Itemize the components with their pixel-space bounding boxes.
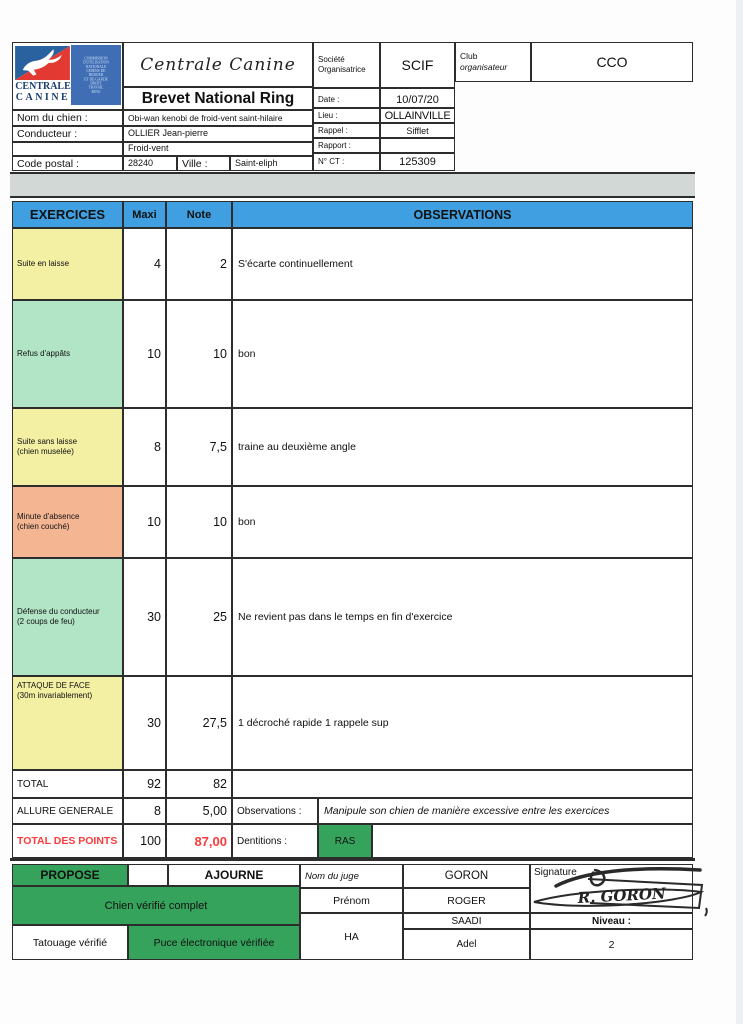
exercise-label: Suite sans laisse (chien muselée) <box>12 408 123 486</box>
svg-text:R. GORON: R. GORON <box>577 884 667 907</box>
observation-text: bon <box>232 486 693 558</box>
allure-note: 5,00 <box>166 798 232 824</box>
maxi-value: 30 <box>123 558 166 676</box>
note-value: 2 <box>166 228 232 300</box>
maxi-value: 10 <box>123 300 166 408</box>
ha-label: HA <box>300 913 403 960</box>
societe-label: Société Organisatrice <box>313 42 380 88</box>
ville-label: Ville : <box>177 156 230 171</box>
maxi-value: 10 <box>123 486 166 558</box>
propose-cell: PROPOSE <box>12 864 128 886</box>
maxi-value: 8 <box>123 408 166 486</box>
ajourne-cell: AJOURNE <box>168 864 300 886</box>
observation-text: traine au deuxième angle <box>232 408 693 486</box>
tatouage-cell: Tatouage vérifié <box>12 925 128 960</box>
date-label: Date : <box>313 88 380 108</box>
conducteur-label: Conducteur : <box>12 126 123 142</box>
total-points-maxi: 100 <box>123 824 166 858</box>
code-postal-value: 28240 <box>123 156 177 171</box>
maxi-value: 4 <box>123 228 166 300</box>
total-label: TOTAL <box>12 770 123 798</box>
column-header-note: Note <box>166 201 232 228</box>
column-header-maxi: Maxi <box>123 201 166 228</box>
exercise-label: ATTAQUE DE FACE (30m invariablement) <box>12 676 123 770</box>
dentitions-label: Dentitions : <box>232 824 318 858</box>
nom-chien-value: Obi-wan kenobi de froid-vent saint-hilaire <box>123 110 313 126</box>
allure-maxi: 8 <box>123 798 166 824</box>
observation-text: S'écarte continuellement <box>232 228 693 300</box>
niveau-value: 2 <box>530 929 693 960</box>
rappel-label: Rappel : <box>313 123 380 138</box>
total-maxi: 92 <box>123 770 166 798</box>
exercise-label: Refus d'appâts <box>12 300 123 408</box>
dentitions-value: RAS <box>318 824 372 858</box>
commission-badge <box>71 45 121 105</box>
lieu-value: OLLAINVILLE <box>380 108 455 123</box>
total-note: 82 <box>166 770 232 798</box>
propose-blank-cell <box>128 864 168 886</box>
exercise-label: Minute d'absence (chien couché) <box>12 486 123 558</box>
note-value: 10 <box>166 300 232 408</box>
scan-page-edge <box>736 0 743 1024</box>
note-value: 27,5 <box>166 676 232 770</box>
ville-value: Saint-eliph <box>230 156 313 171</box>
observation-text: Ne revient pas dans le temps en fin d'exercice <box>232 558 693 676</box>
societe-value: SCIF <box>380 42 455 88</box>
rapport-value <box>380 138 455 153</box>
numero-ct-value: 125309 <box>380 153 455 171</box>
note-value: 7,5 <box>166 408 232 486</box>
exercise-label: Défense du conducteur (2 coups de feu) <box>12 558 123 676</box>
logo-org-line2: CANINE <box>15 92 71 103</box>
exercise-label: Suite en laisse <box>12 228 123 300</box>
commission-badge-text: COMMISSION D'UTILISATION NATIONALE CHIENS DE BERGER ET DE GARDE DROIT TRAVAIL RING <box>83 56 109 94</box>
observation-text: 1 décroché rapide 1 rappele sup <box>232 676 693 770</box>
conducteur-value: OLLIER Jean-pierre <box>123 126 313 142</box>
dentitions-blank <box>372 824 693 858</box>
ha-prenom-value: Adel <box>403 929 530 960</box>
centrale-canine-logo-icon <box>15 46 70 80</box>
code-postal-label: Code postal : <box>12 156 123 171</box>
section-separator <box>10 858 695 861</box>
allure-generale-label: ALLURE GENERALE <box>12 798 123 824</box>
nom-chien-label: Nom du chien : <box>12 110 123 126</box>
prenom-value: ROGER <box>403 888 530 913</box>
nom-juge-label: Nom du juge <box>300 864 403 888</box>
note-value: 25 <box>166 558 232 676</box>
blank-label-cell <box>12 142 123 156</box>
column-header-exercices: EXERCICES <box>12 201 123 228</box>
numero-ct-label: N° CT : <box>313 153 380 171</box>
lieu-label: Lieu : <box>313 108 380 123</box>
rappel-value: Sifflet <box>380 123 455 138</box>
observation-text: bon <box>232 300 693 408</box>
ha-nom-value: SAADI <box>403 913 530 929</box>
observations-label: Observations : <box>232 798 318 824</box>
org-title: Centrale Canine <box>123 42 313 87</box>
date-value: 10/07/20 <box>380 88 455 108</box>
total-points-label: TOTAL DES POINTS <box>12 824 123 858</box>
club-chien-value: Froid-vent <box>123 142 313 156</box>
total-obs-blank <box>232 770 693 798</box>
signature-cell <box>530 864 693 913</box>
logo-org-line1: CENTRALE <box>15 81 71 92</box>
total-points-note: 87,00 <box>166 824 232 858</box>
maxi-value: 30 <box>123 676 166 770</box>
logo-org-name <box>14 81 72 103</box>
rapport-label: Rapport : <box>313 138 380 153</box>
puce-cell: Puce électronique vérifiée <box>128 925 300 960</box>
prenom-label: Prénom <box>300 888 403 913</box>
nom-juge-value: GORON <box>403 864 530 888</box>
form-title: Brevet National Ring <box>123 87 313 110</box>
club-label: Club organisateur <box>455 42 531 82</box>
column-header-observations: OBSERVATIONS <box>232 201 693 228</box>
note-value: 10 <box>166 486 232 558</box>
observations-value: Manipule son chien de manière excessive entre les exercices <box>318 798 693 824</box>
club-value: CCO <box>531 42 693 82</box>
logo-cell <box>12 42 123 110</box>
signature-label: Signature <box>534 867 577 878</box>
niveau-label: Niveau : <box>530 913 693 929</box>
chien-verifie-cell: Chien vérifié complet <box>12 886 300 925</box>
scan-gray-band <box>10 172 695 198</box>
